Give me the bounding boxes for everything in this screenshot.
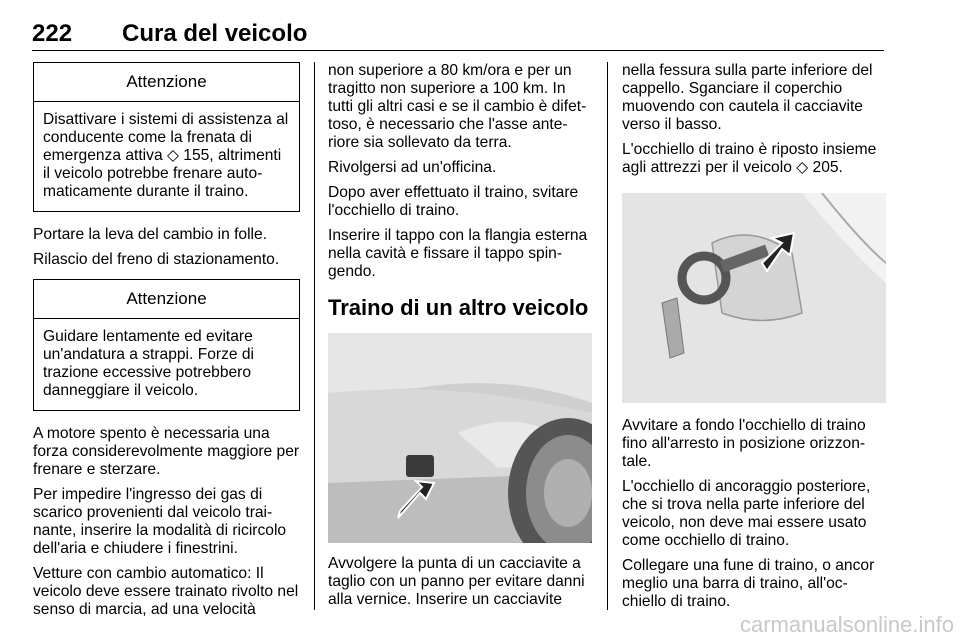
paragraph: Collegare una fune di traino, o ancor meglio una barra di traino, all'oc-chiello di traino. xyxy=(622,557,875,610)
tow-eye-photo xyxy=(622,193,886,403)
rear-bumper-illustration xyxy=(328,333,592,543)
paragraph: A motore spento è necessaria una forza considerevolmente maggiore per frenare e sterzare. xyxy=(33,425,300,478)
paragraph: non superiore a 80 km/ora e per un tragitto non superiore a 100 km. In tutti gli altri casi e se il cambio è difet-toso, è necessario che l'asse ante-riore sia sollevato da terra. xyxy=(328,62,587,151)
page-header xyxy=(32,12,884,51)
section-heading: Traino di un altro veicolo xyxy=(328,295,589,320)
column-2 xyxy=(328,62,593,616)
warning-text: Disattivare i sistemi di assistenza al conducente come la frenata di emergenza attiva ◇ 155, altrimenti il veicolo potrebbe frenare auto-maticamente durante il traino. xyxy=(43,111,289,200)
rear-bumper-photo xyxy=(328,333,592,543)
paragraph: L'occhiello di ancoraggio posteriore, che si trova nella parte inferiore del veicolo, non deve mai essere usato come occhiello di traino. xyxy=(622,478,871,549)
warning-box-1 xyxy=(33,62,300,212)
paragraph: Dopo aver effettuato il traino, svitare l'occhiello di traino. xyxy=(328,184,579,219)
paragraph: Per impedire l'ingresso dei gas di scarico provenienti dal veicolo trai-nante, inserire la modalità di ricircolo dell'aria e chiudere i finestrini. xyxy=(33,486,287,557)
paragraph: Rivolgersi ad un'officina. xyxy=(328,159,497,176)
warning-text: Guidare lentamente ed evitare un'andatura a strappi. Forze di trazione eccessive potrebbero danneggiare il veicolo. xyxy=(43,328,255,399)
watermark: carmanualsonline.info xyxy=(739,612,954,637)
page-number: 222 xyxy=(32,20,73,47)
warning-heading: Attenzione xyxy=(34,63,299,102)
column-1 xyxy=(33,62,300,626)
column-3 xyxy=(622,62,886,618)
column-divider-2 xyxy=(607,62,608,610)
column-divider-1 xyxy=(314,62,315,610)
warning-box-2 xyxy=(33,279,300,411)
paragraph: L'occhiello di traino è riposto insieme agli attrezzi per il veicolo ◇ 205. xyxy=(622,141,877,176)
tow-eye-illustration xyxy=(622,193,886,403)
paragraph: Rilascio del freno di stazionamento. xyxy=(33,251,280,268)
paragraph: nella fessura sulla parte inferiore del cappello. Sganciare il coperchio muovendo con cautela il cacciavite verso il basso. xyxy=(622,62,873,133)
paragraph: Portare la leva del cambio in folle. xyxy=(33,226,268,243)
paragraph: Avvolgere la punta di un cacciavite a taglio con un panno per evitare danni alla vernice. Inserire un cacciavite xyxy=(328,555,585,608)
warning-heading: Attenzione xyxy=(34,280,299,319)
section-title: Cura del veicolo xyxy=(122,20,308,47)
paragraph: Vetture con cambio automatico: Il veicolo deve essere trainato rivolto nel senso di marcia, ad una velocità xyxy=(33,565,299,618)
paragraph: Avvitare a fondo l'occhiello di traino fino all'arresto in posizione orizzon-tale. xyxy=(622,417,866,470)
paragraph: Inserire il tappo con la flangia esterna nella cavità e fissare il tappo spin-gendo. xyxy=(328,227,588,280)
